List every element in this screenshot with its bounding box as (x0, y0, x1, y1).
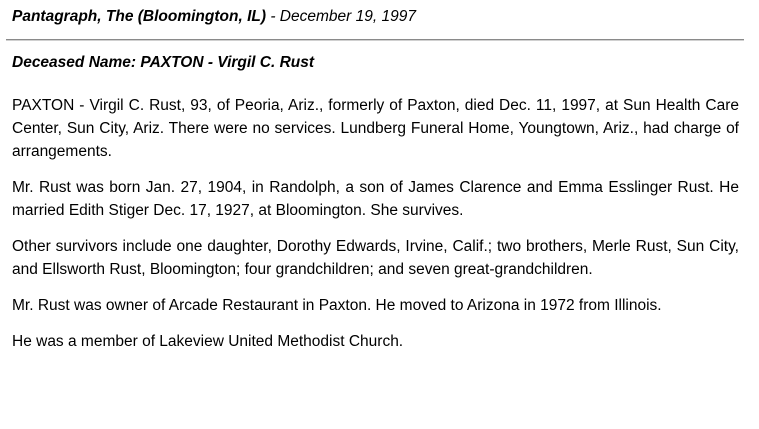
obituary-paragraph-1: PAXTON - Virgil C. Rust, 93, of Peoria, Ariz., formerly of Paxton, died Dec. 11, 1997, at Sun Health Care Center, Sun City, Ariz. There were no services. Lundberg Funeral Home, Youngtown, Ariz., had charge of arrangements. (12, 97, 739, 160)
deceased-name-heading: Deceased Name: PAXTON - Virgil C. Rust (12, 54, 315, 71)
obituary-paragraph-2: Mr. Rust was born Jan. 27, 1904, in Randolph, a son of James Clarence and Emma Esslinger Rust. He married Edith Stiger Dec. 17, 1927, at Bloomington. She survives. (12, 179, 739, 219)
article-header (12, 8, 416, 26)
obituary-paragraph-3: Other survivors include one daughter, Dorothy Edwards, Irvine, Calif.; two brothers, Merle Rust, Sun City, and Ellsworth Rust, Bloomington; four grandchildren; and seven great-grandchildren. (12, 238, 739, 278)
obituary-body (12, 94, 739, 366)
obituary-paragraph-4: Mr. Rust was owner of Arcade Restaurant in Paxton. He moved to Arizona in 1972 from Illinois. (12, 297, 662, 314)
newspaper-name: Pantagraph, The (Bloomington, IL) (12, 8, 267, 25)
header-separator: - (266, 8, 280, 25)
obituary-paragraph-5: He was a member of Lakeview United Methodist Church. (12, 333, 404, 350)
publication-date: December 19, 1997 (279, 8, 416, 25)
header-divider (6, 39, 744, 41)
